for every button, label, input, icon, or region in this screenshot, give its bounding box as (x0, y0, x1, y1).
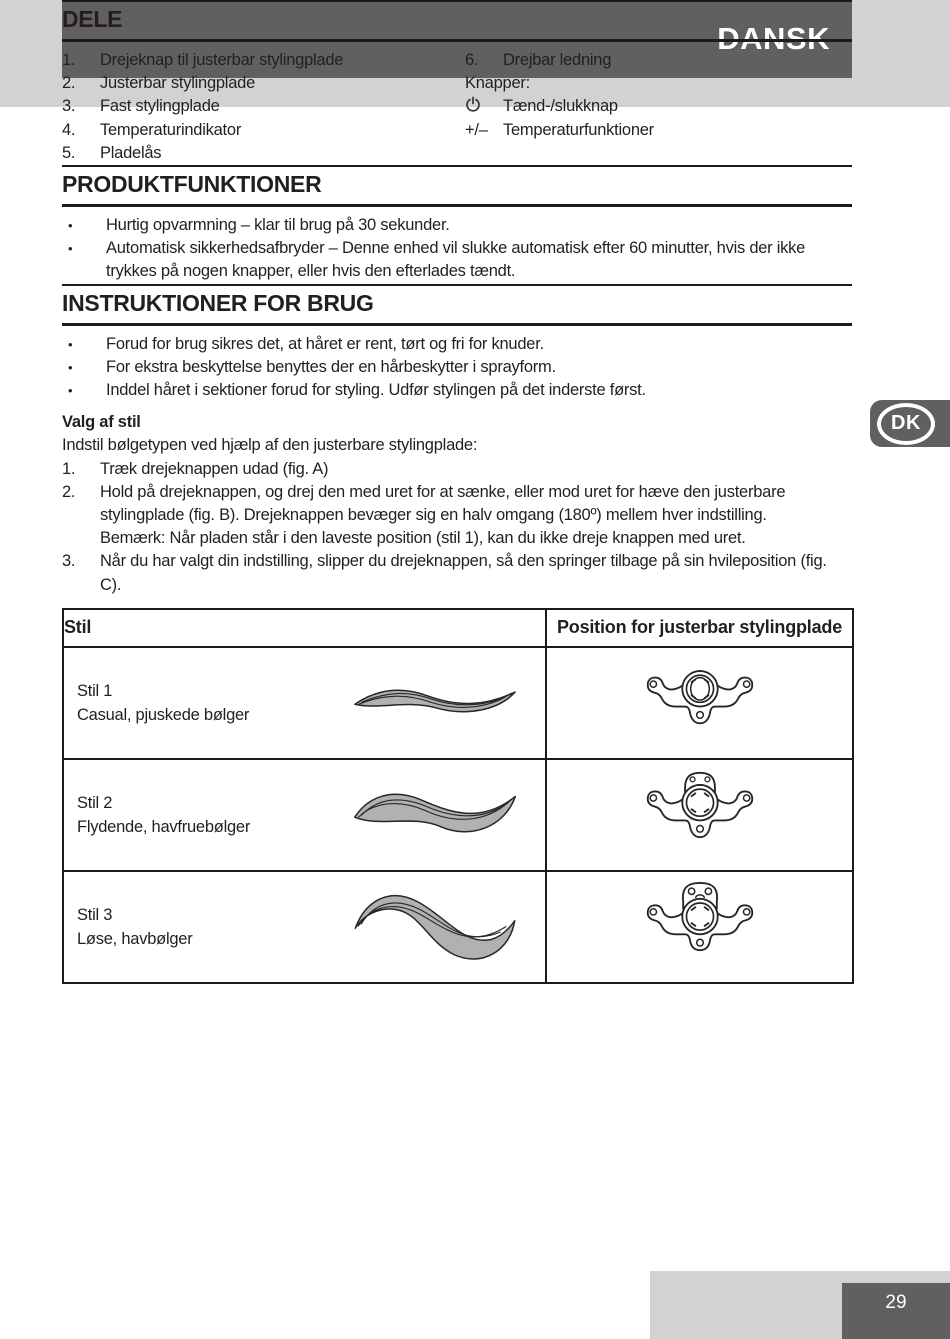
step-text (100, 481, 852, 551)
bullet-glyph: • (68, 241, 73, 257)
bullet-item (62, 214, 852, 237)
table-row (63, 759, 853, 871)
style-name: Stil 1 (77, 681, 113, 700)
dk-badge-label: DK (891, 412, 921, 434)
style-description: Løse, havbølger (77, 929, 193, 948)
footer-page-number-block (842, 1283, 950, 1339)
item-number: 3. (62, 97, 76, 116)
step-note-text: Bemærk: Når pladen står i den laveste position (stil 1), kan du ikke dreje knappen med uret. (100, 529, 746, 548)
styles-table (62, 608, 854, 984)
bullet-item (62, 379, 852, 402)
style-name: Stil 2 (77, 793, 113, 812)
table-row (63, 871, 853, 983)
step-number: 3. (62, 552, 76, 571)
dk-badge-icon (877, 403, 935, 445)
item-text: Pladelås (100, 143, 162, 162)
language-side-tab (870, 400, 950, 447)
style-description: Casual, pjuskede bølger (77, 705, 250, 724)
list-item (465, 49, 852, 72)
style-description: Flydende, havfruebølger (77, 817, 251, 836)
step-main-text: Hold på drejeknappen, og drej den med uret for at sænke, eller mod uret for hæve den justerbare stylingplade (fig. B). Drejeknappen bevæger sig en halv omgang (180º) mellem hver indstilling. (100, 482, 786, 525)
step-text: Træk drejeknappen udad (fig. A) (100, 459, 329, 478)
valg-af-stil-steps (62, 458, 852, 597)
list-item (62, 142, 465, 165)
produktfunktioner-bullets (62, 214, 852, 284)
valg-af-stil-intro: Indstil bølgetypen ved hjælp af den justerbare stylingplade: (62, 436, 478, 455)
dele-right-column (465, 49, 852, 165)
wave-icon (350, 676, 520, 730)
wave-icon (350, 777, 520, 852)
plate-position-icon (546, 759, 853, 871)
step-number: 2. (62, 482, 76, 501)
step-item (62, 458, 852, 481)
valg-af-stil-heading: Valg af stil (62, 413, 141, 432)
style-label (77, 903, 192, 951)
bullet-item (62, 237, 852, 283)
list-item (62, 49, 465, 72)
wave-icon (350, 879, 520, 974)
table-row (63, 647, 853, 759)
bullet-text: Inddel håret i sektioner forud for styling. Udfør stylingen på det inderste først. (106, 381, 646, 400)
item-number: 6. (465, 51, 479, 69)
bullet-text: Automatisk sikkerhedsafbryder – Denne enhed vil slukke automatisk efter 60 minutter, hvis der ikke trykkes på nogen knapper, eller hvis den efterlades tændt. (106, 239, 806, 281)
bullet-text: For ekstra beskyttelse benyttes der en hårbeskytter i sprayform. (106, 357, 556, 376)
style-cell (63, 759, 546, 871)
style-cell (63, 871, 546, 983)
step-number: 1. (62, 459, 76, 478)
style-label (77, 679, 249, 727)
item-number: 1. (62, 51, 76, 69)
item-text: Justerbar stylingplade (100, 74, 256, 93)
item-text: Fast stylingplade (100, 97, 220, 116)
dele-parts-list (62, 49, 852, 165)
item-number: 5. (62, 143, 76, 162)
button-label: Tænd-/slukknap (503, 97, 618, 116)
item-text: Drejbar ledning (503, 51, 612, 69)
item-text: Drejeknap til justerbar stylingplade (100, 51, 344, 69)
plate-position-icon (546, 647, 853, 759)
bullet-text: Forud for brug sikres det, at håret er rent, tørt og fri for knuder. (106, 334, 544, 353)
bullet-item (62, 356, 852, 379)
style-cell (63, 647, 546, 759)
dele-left-column (62, 49, 465, 165)
step-text: Når du har valgt din indstilling, slipper du drejeknappen, så den springer tilbage på sin hvileposition (fig. C). (100, 552, 827, 594)
step-item (62, 550, 852, 596)
bullet-item (62, 333, 852, 356)
list-item (62, 95, 465, 118)
bullet-text: Hurtig opvarmning – klar til brug på 30 sekunder. (106, 216, 450, 235)
page-number: 29 (885, 1292, 907, 1313)
plate-position-icon (546, 871, 853, 983)
section-title-instruktioner: INSTRUKTIONER FOR BRUG (62, 284, 852, 326)
bullet-glyph: • (68, 359, 73, 375)
list-item (62, 72, 465, 95)
instruktioner-bullets (62, 333, 852, 403)
button-label: Temperaturfunktioner (503, 120, 654, 139)
knapper-label-row (465, 72, 852, 95)
power-icon (465, 95, 503, 118)
section-title-dele: DELE (62, 0, 852, 42)
bullet-glyph: • (68, 383, 73, 399)
item-number: 4. (62, 120, 76, 139)
bullet-glyph: • (68, 336, 73, 352)
style-name: Stil 3 (77, 905, 113, 924)
item-text: Temperaturindikator (100, 120, 242, 139)
style-label (77, 791, 250, 839)
item-number: 2. (62, 74, 76, 93)
table-header-position: Position for justerbar stylingplade (546, 609, 853, 647)
table-header-stil: Stil (63, 609, 546, 647)
language-title: DANSK (717, 21, 830, 56)
button-row-power (465, 95, 852, 118)
page-content (62, 0, 852, 984)
bullet-glyph: • (68, 218, 73, 234)
table-header-row (63, 609, 853, 647)
step-item (62, 481, 852, 551)
button-row-temperature (465, 119, 852, 142)
section-title-produktfunktioner: PRODUKTFUNKTIONER (62, 165, 852, 207)
list-item (62, 119, 465, 142)
plus-minus-symbol: +/– (465, 120, 488, 139)
knapper-label: Knapper: (465, 74, 530, 93)
